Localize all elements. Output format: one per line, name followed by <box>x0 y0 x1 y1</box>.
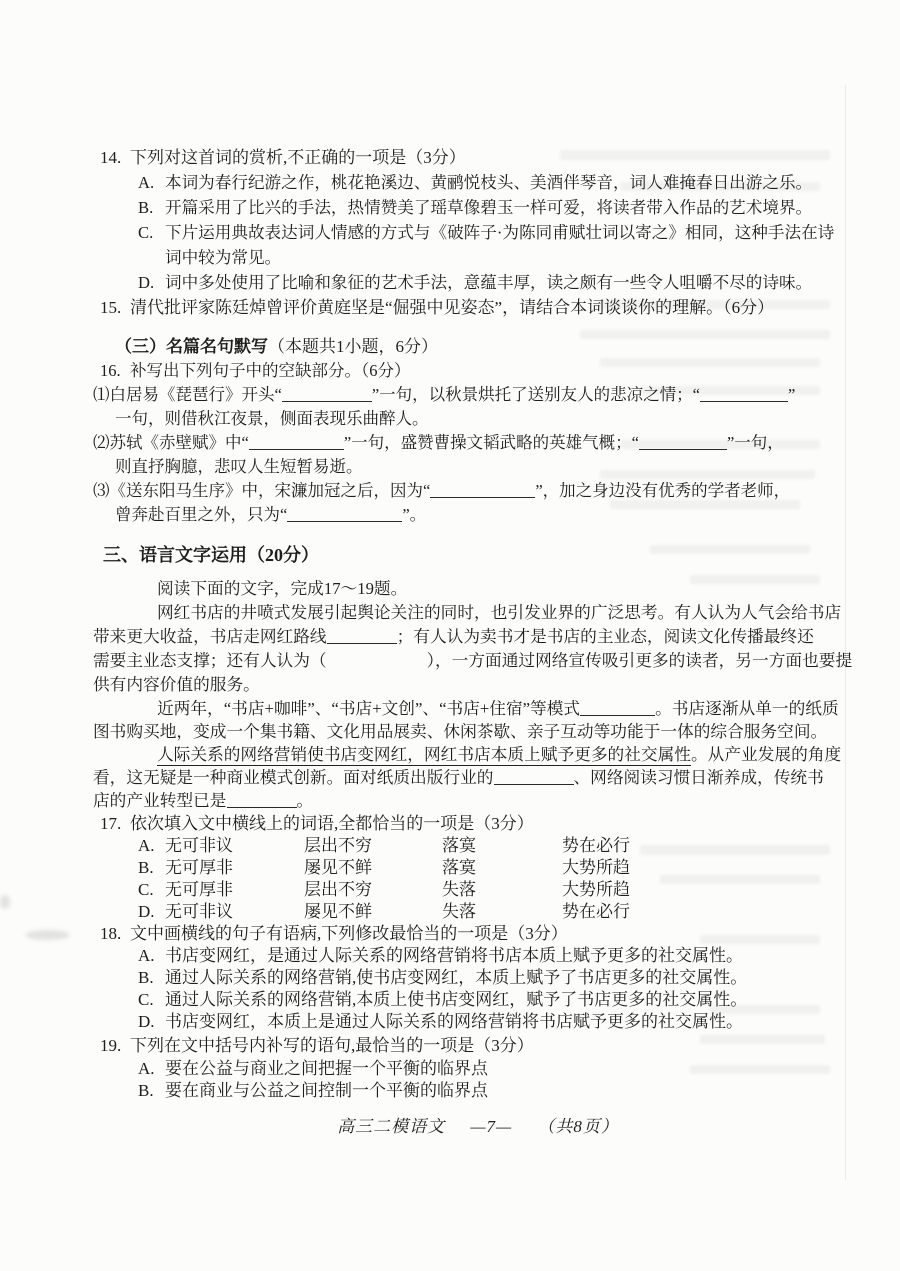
option-label: C. <box>138 990 154 1009</box>
reading-passage <box>93 576 853 812</box>
question-14-options <box>93 170 835 295</box>
passage-line: 网红书店的井喷式发展引起舆论关注的同时，也引发业界的广泛思考。有人认为人气会给书店 <box>157 603 842 622</box>
option-label: D. <box>138 902 155 921</box>
q16-item-3-line-1: ⑶《送东阳马生序》中，宋濂加冠之后，因为“ ”，加之身边没有优秀的学者老师， <box>93 481 791 500</box>
option-d: D. 无可非议 屡见不鲜 失落 势在必行 <box>138 902 630 921</box>
passage-line: 需要主业态支撑；还有人认为（ ），一方面通过网络宣传吸引更多的读者，另一方面也要提 <box>93 651 853 670</box>
option-label: B. <box>138 968 154 987</box>
question-17 <box>93 812 823 923</box>
option-b: B. 开篇采用了比兴的手法，热情赞美了瑶草像碧玉一样可爱，将读者带入作品的艺术境界。 <box>93 195 837 220</box>
footer-course-label: 高三二模语文 <box>337 1117 446 1136</box>
option-label: C. <box>138 880 154 899</box>
question-16 <box>93 359 823 527</box>
question-18-stem: 18. 文中画横线的句子有语病,下列修改最恰当的一项是（3分） <box>100 924 568 943</box>
fill-in-blank <box>282 386 372 402</box>
passage-line: 近两年，“书店+咖啡”、“书店+文创”、“书店+住宿”等模式 。书店逐渐从单一的纸质 <box>157 699 839 718</box>
passage-line: 店的产业转型已是 。 <box>93 791 314 810</box>
fill-in-blank <box>430 482 535 498</box>
question-number: 15. <box>100 298 122 317</box>
option-label: B. <box>138 858 154 877</box>
passage-line: 看，这无疑是一种商业模式创新。面对纸质出版行业的 、网络阅读习惯日渐养成，传统书 <box>93 768 824 787</box>
option-label: B. <box>138 1081 154 1100</box>
fill-in-blank <box>700 386 788 402</box>
q16-item-2-line-1: ⑵苏轼《赤壁赋》中“ ”一句，盛赞曹操文韬武略的英雄气概；“ ”一句， <box>93 433 784 452</box>
passage-line-underlined: 人际关系的网络营销使书店变网红，网红书店本质上赋予更多的社交属性。从产业发展的角度 <box>157 745 842 764</box>
question-17-stem: 17. 依次填入文中横线上的词语,全都恰当的一项是（3分） <box>100 814 534 833</box>
fill-in-blank <box>494 769 574 785</box>
option-c: C. 下片运用典故表达词人情感的方式与《破阵子·为陈同甫赋壮词以寄之》相同，这种手法在诗词中较为常见。 <box>93 220 837 270</box>
option-c: C. 无可厚非 层出不穷 失落 大势所趋 <box>138 880 630 899</box>
scan-edge-line <box>845 85 846 1180</box>
question-number: 16. <box>100 361 121 380</box>
option-c: C. 通过人际关系的网络营销,本质上使书店变网红，赋予了书店更多的社交属性。 <box>138 990 748 1009</box>
option-b: B. 要在商业与公益之间控制一个平衡的临界点 <box>138 1081 488 1100</box>
question-14-stem: 14. 下列对这首词的赏析,不正确的一项是（3分） <box>93 145 823 170</box>
footer-total-pages: （共8页） <box>537 1117 619 1136</box>
question-number: 18. <box>100 924 122 943</box>
option-a: A. 书店变网红，是通过人际关系的网络营销将书店本质上赋予更多的社交属性。 <box>138 946 743 965</box>
option-label: B. <box>138 198 154 217</box>
option-label: A. <box>138 173 155 192</box>
underlined-sentence: 人际关系的网络营销使书店变网红，网红书店本质上赋予更多的社交属性 <box>157 745 691 764</box>
option-d: D. 书店变网红，本质上是通过人际关系的网络营销将书店赋予更多的社交属性。 <box>138 1012 743 1031</box>
question-19-stem: 19. 下列在文中括号内补写的语句,最恰当的一项是（3分） <box>93 1033 823 1058</box>
fill-in-blank <box>327 628 397 644</box>
question-number: 17. <box>100 814 122 833</box>
option-a: A. 本词为春行纪游之作，桃花艳溪边、黄鹂悦枝头、美酒伴琴音，词人难掩春日出游之乐。 <box>93 170 837 195</box>
section-3-header: （三）名篇名句默写（本题共1小题，6分） <box>115 337 438 356</box>
fill-in-blank <box>580 700 655 716</box>
fill-in-blank <box>227 792 297 808</box>
q16-item-1-line-1: ⑴白居易《琵琶行》开头“ ”一句，以秋景烘托了送别友人的悲凉之情；“ ” <box>93 385 796 404</box>
option-a: A. 无可非议 层出不穷 落寞 势在必行 <box>138 836 630 855</box>
scan-smudge <box>0 895 10 909</box>
option-a: A. 要在公益与商业之间把握一个平衡的临界点 <box>138 1059 488 1078</box>
page-footer <box>113 1112 843 1137</box>
passage-line: 图书购买地，变成一个集书籍、文化用品展卖、休闲茶歇、亲子互动等功能于一体的综合服务空间。 <box>93 722 828 741</box>
exam-page <box>93 145 853 1137</box>
passage-line: 供有内容价值的服务。 <box>93 675 260 694</box>
question-number: 14. <box>100 148 122 167</box>
passage-intro: 阅读下面的文字，完成17～19题。 <box>157 579 408 598</box>
question-16-stem: 16. 补写出下列句子中的空缺部分。（6分） <box>93 359 823 383</box>
q16-item-3-line-2: 曾奔赴百里之外，只为“ ”。 <box>115 505 427 524</box>
option-label: A. <box>138 1059 155 1078</box>
option-b: B. 通过人际关系的网络营销,使书店变网红，本质上赋予了书店更多的社交属性。 <box>138 968 748 987</box>
option-label: D. <box>138 1012 155 1031</box>
scan-smudge <box>25 930 70 940</box>
q16-item-1-line-2: 一句，则借秋江夜景，侧面表现乐曲醉人。 <box>115 409 429 428</box>
fill-in-blank <box>249 434 344 450</box>
question-18 <box>93 923 823 1033</box>
question-19 <box>93 1033 823 1102</box>
question-15-stem: 15. 清代批评家陈廷焯曾评价黄庭坚是“倔强中见姿态”，请结合本词谈谈你的理解。（6分） <box>93 295 823 320</box>
fill-in-blank <box>287 506 402 522</box>
question-number: 19. <box>100 1036 122 1055</box>
option-label: C. <box>138 223 154 242</box>
option-label: A. <box>138 946 155 965</box>
option-label: A. <box>138 836 155 855</box>
fill-in-blank <box>639 434 727 450</box>
option-d: D. 词中多处使用了比喻和象征的艺术手法，意蕴丰厚，读之颇有一些令人咀嚼不尽的诗味。 <box>93 270 837 295</box>
option-label: D. <box>138 273 155 292</box>
q16-item-2-line-2: 则直抒胸臆，悲叹人生短暂易逝。 <box>115 457 363 476</box>
footer-page-number: —7— <box>470 1117 513 1136</box>
passage-line: 带来更大收益，书店走网红路线 ；有人认为卖书才是书店的主业态，阅读文化传播最终还 <box>93 627 814 646</box>
option-b: B. 无可厚非 屡见不鲜 落寞 大势所趋 <box>138 858 630 877</box>
section-language-header: 三、语言文字运用（20分） <box>103 545 319 565</box>
